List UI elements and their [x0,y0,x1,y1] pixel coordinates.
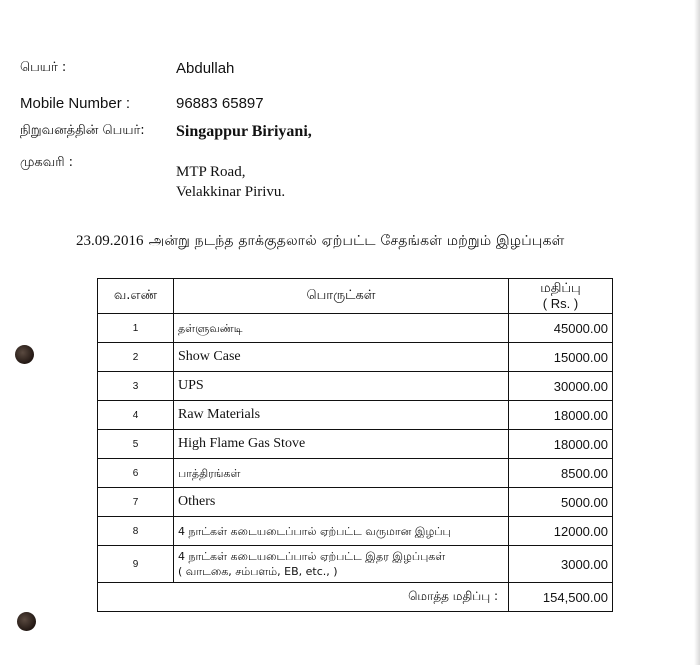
col-header-value [509,279,613,314]
row-amount: 30000.00 [509,372,613,401]
row-sno: 3 [98,372,174,401]
table-row [98,546,613,583]
row-item: Others [174,488,509,517]
table-row [98,314,613,343]
document-heading [76,230,564,251]
table-row [98,372,613,401]
company-label: நிறுவனத்தின் பெயர்: [20,123,145,138]
row-sno: 6 [98,459,174,488]
row-sno: 8 [98,517,174,546]
row-item: தள்ளுவண்டி [174,314,509,343]
punch-hole-bottom [17,612,36,631]
col-header-items: பொருட்கள் [174,279,509,314]
row-sno: 4 [98,401,174,430]
mobile-label: Mobile Number : [20,95,131,112]
row-item: UPS [174,372,509,401]
row-sno: 2 [98,343,174,372]
col-header-value-unit: ( Rs. ) [542,296,579,311]
row-item: Raw Materials [174,401,509,430]
row-item: High Flame Gas Stove [174,430,509,459]
mobile-value: 96883 65897 [176,95,264,112]
row-item-line-2: ( வாடகை, சம்பளம், EB, etc., ) [178,565,338,578]
total-label: மொத்த மதிப்பு : [98,583,509,612]
table-row [98,401,613,430]
address-block [176,162,285,202]
row-sno: 1 [98,314,174,343]
total-value: 154,500.00 [509,583,613,612]
row-amount: 5000.00 [509,488,613,517]
row-item: Show Case [174,343,509,372]
incident-date: 23.09.2016 [76,233,144,249]
table-row [98,517,613,546]
name-label: பெயர் : [20,60,67,75]
row-sno: 7 [98,488,174,517]
heading-text: அன்று நடந்த தாக்குதலால் ஏற்பட்ட சேதங்கள் மற்றும் இழப்புகள் [148,233,565,249]
address-line-2: Velakkinar Pirivu. [176,184,286,200]
row-amount: 8500.00 [509,459,613,488]
table-header-row [98,279,613,314]
row-amount: 3000.00 [509,546,613,583]
row-amount: 18000.00 [509,430,613,459]
row-item-line-1: 4 நாட்கள் கடையடைப்பால் ஏற்பட்ட இதர இழப்புகள் [178,550,446,563]
row-amount: 45000.00 [509,314,613,343]
address-label: முகவரி : [20,155,74,170]
table-row [98,430,613,459]
row-item: 4 நாட்கள் கடையடைப்பால் ஏற்பட்ட வருமான இழப்பு [174,517,509,546]
table-row [98,459,613,488]
table-row [98,343,613,372]
row-amount: 18000.00 [509,401,613,430]
row-sno: 9 [98,546,174,583]
row-amount: 15000.00 [509,343,613,372]
page-edge [694,0,700,665]
col-header-sno: வ.எண் [98,279,174,314]
row-item: பாத்திரங்கள் [174,459,509,488]
company-value: Singappur Biriyani, [176,123,312,140]
damage-table [97,278,613,612]
col-header-value-label: மதிப்பு [540,281,581,296]
row-amount: 12000.00 [509,517,613,546]
address-line-1: MTP Road, [176,164,246,180]
row-item [174,546,509,583]
table-row [98,488,613,517]
punch-hole-top [15,345,34,364]
row-sno: 5 [98,430,174,459]
name-value: Abdullah [176,60,235,77]
total-row [98,583,613,612]
